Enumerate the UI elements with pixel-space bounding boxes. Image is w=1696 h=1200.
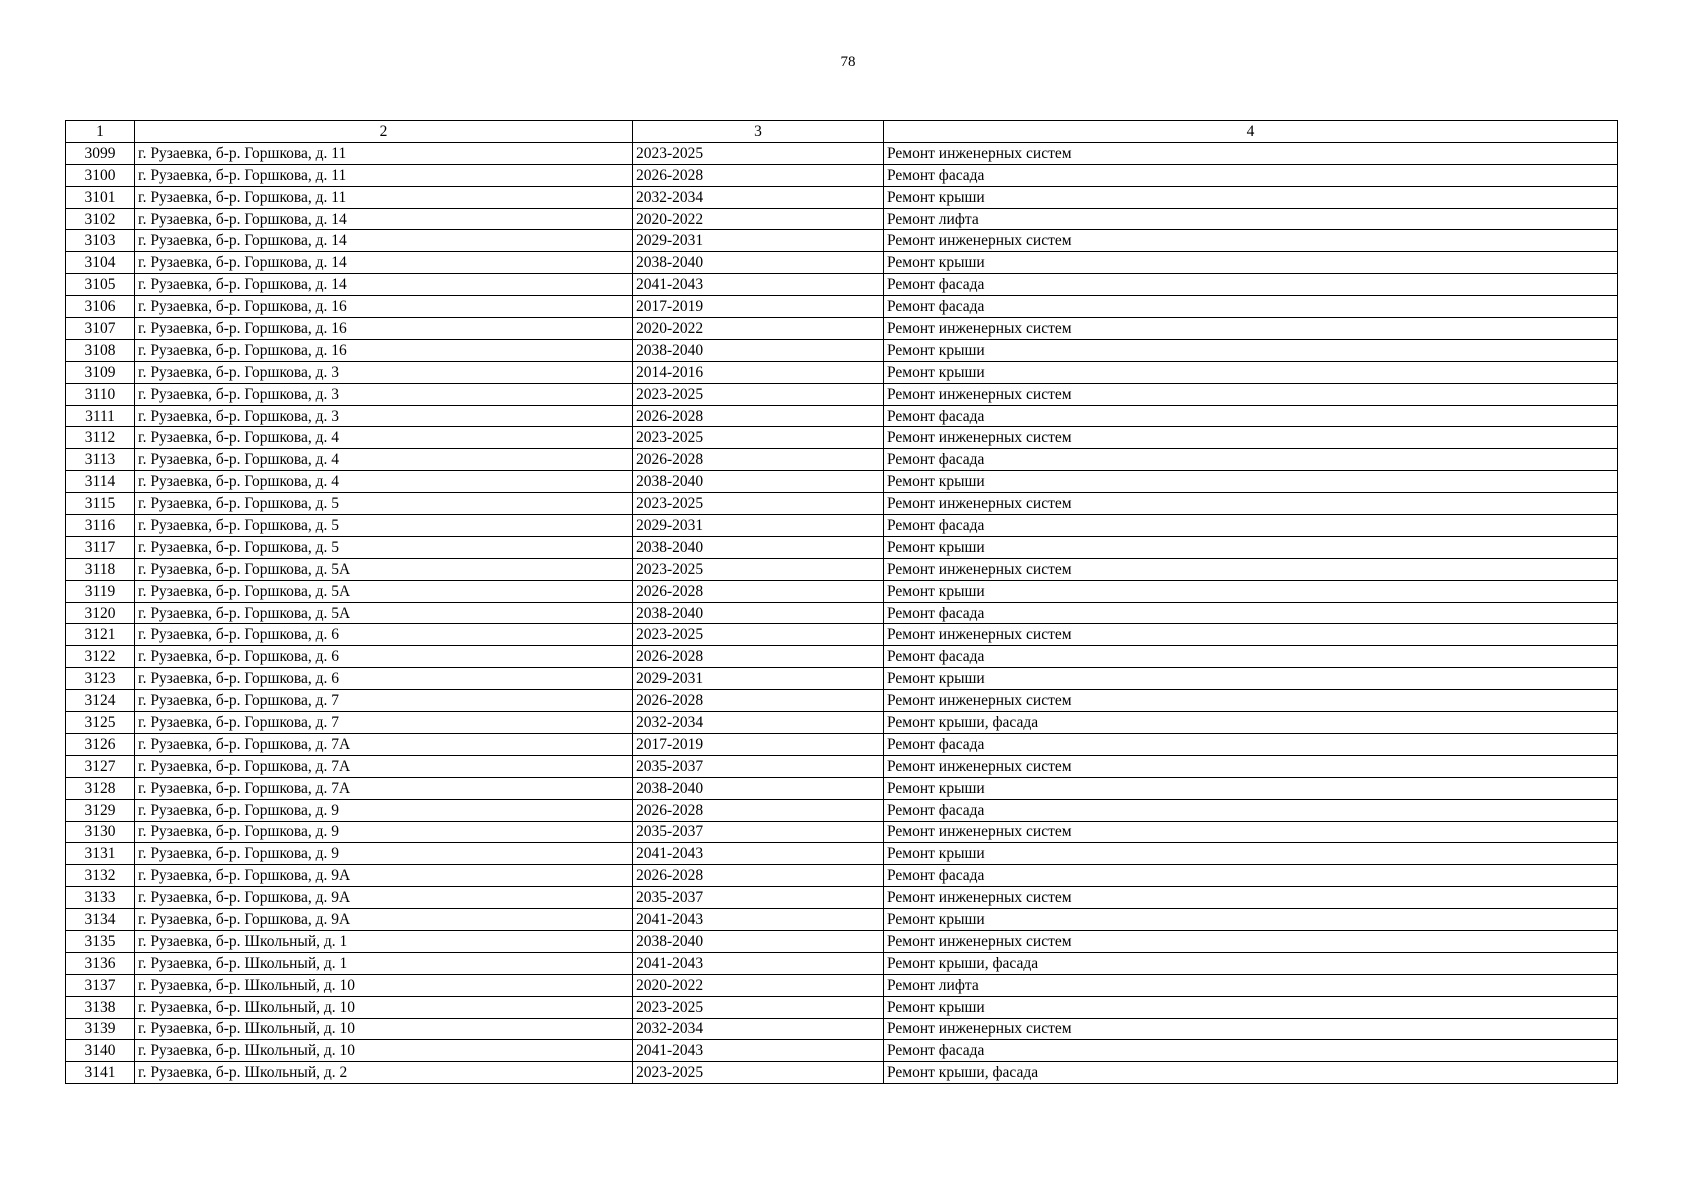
row-number-cell: 3141	[66, 1062, 135, 1084]
row-number-cell: 3103	[66, 230, 135, 252]
address-cell: г. Рузаевка, б-р. Горшкова, д. 5	[135, 515, 633, 537]
row-number-cell: 3135	[66, 930, 135, 952]
period-cell: 2038-2040	[633, 471, 884, 493]
work-type-cell: Ремонт инженерных систем	[884, 821, 1618, 843]
table-row	[66, 712, 1618, 734]
table-row	[66, 515, 1618, 537]
table-row	[66, 777, 1618, 799]
page-number: 78	[840, 54, 856, 70]
table-row	[66, 383, 1618, 405]
period-cell: 2017-2019	[633, 296, 884, 318]
address-cell: г. Рузаевка, б-р. Школьный, д. 10	[135, 1018, 633, 1040]
period-cell: 2035-2037	[633, 755, 884, 777]
work-type-cell: Ремонт инженерных систем	[884, 930, 1618, 952]
period-cell: 2041-2043	[633, 274, 884, 296]
work-type-cell: Ремонт фасада	[884, 733, 1618, 755]
row-number-cell: 3105	[66, 274, 135, 296]
address-cell: г. Рузаевка, б-р. Горшкова, д. 14	[135, 230, 633, 252]
row-number-cell: 3104	[66, 252, 135, 274]
row-number-cell: 3117	[66, 536, 135, 558]
work-type-cell: Ремонт крыши	[884, 996, 1618, 1018]
work-type-cell: Ремонт лифта	[884, 208, 1618, 230]
address-cell: г. Рузаевка, б-р. Горшкова, д. 4	[135, 427, 633, 449]
row-number-cell: 3139	[66, 1018, 135, 1040]
work-type-cell: Ремонт фасада	[884, 515, 1618, 537]
address-cell: г. Рузаевка, б-р. Горшкова, д. 5А	[135, 602, 633, 624]
work-type-cell: Ремонт инженерных систем	[884, 383, 1618, 405]
row-number-cell: 3118	[66, 558, 135, 580]
row-number-cell: 3122	[66, 646, 135, 668]
address-cell: г. Рузаевка, б-р. Горшкова, д. 7А	[135, 755, 633, 777]
period-cell: 2032-2034	[633, 186, 884, 208]
row-number-cell: 3113	[66, 449, 135, 471]
period-cell: 2017-2019	[633, 733, 884, 755]
period-cell: 2038-2040	[633, 777, 884, 799]
address-cell: г. Рузаевка, б-р. Горшкова, д. 16	[135, 296, 633, 318]
work-type-cell: Ремонт инженерных систем	[884, 230, 1618, 252]
table-row	[66, 690, 1618, 712]
work-type-cell: Ремонт инженерных систем	[884, 887, 1618, 909]
address-cell: г. Рузаевка, б-р. Горшкова, д. 9А	[135, 865, 633, 887]
address-cell: г. Рузаевка, б-р. Горшкова, д. 11	[135, 164, 633, 186]
table-row	[66, 843, 1618, 865]
table-row	[66, 930, 1618, 952]
address-cell: г. Рузаевка, б-р. Горшкова, д. 5А	[135, 558, 633, 580]
row-number-cell: 3130	[66, 821, 135, 843]
row-number-cell: 3106	[66, 296, 135, 318]
work-type-cell: Ремонт крыши	[884, 668, 1618, 690]
row-number-cell: 3137	[66, 974, 135, 996]
work-type-cell: Ремонт крыши	[884, 471, 1618, 493]
row-number-cell: 3127	[66, 755, 135, 777]
row-number-cell: 3138	[66, 996, 135, 1018]
row-number-cell: 3116	[66, 515, 135, 537]
row-number-cell: 3112	[66, 427, 135, 449]
address-cell: г. Рузаевка, б-р. Горшкова, д. 16	[135, 339, 633, 361]
table-row	[66, 974, 1618, 996]
row-number-cell: 3107	[66, 318, 135, 340]
address-cell: г. Рузаевка, б-р. Горшкова, д. 16	[135, 318, 633, 340]
table-row	[66, 274, 1618, 296]
table-row	[66, 909, 1618, 931]
address-cell: г. Рузаевка, б-р. Горшкова, д. 6	[135, 624, 633, 646]
address-cell: г. Рузаевка, б-р. Горшкова, д. 5	[135, 493, 633, 515]
work-type-cell: Ремонт крыши	[884, 843, 1618, 865]
address-cell: г. Рузаевка, б-р. Горшкова, д. 6	[135, 668, 633, 690]
repair-schedule-table	[65, 120, 1618, 1084]
period-cell: 2026-2028	[633, 690, 884, 712]
row-number-cell: 3108	[66, 339, 135, 361]
row-number-cell: 3119	[66, 580, 135, 602]
table-row	[66, 427, 1618, 449]
work-type-cell: Ремонт крыши	[884, 252, 1618, 274]
address-cell: г. Рузаевка, б-р. Школьный, д. 1	[135, 952, 633, 974]
row-number-cell: 3102	[66, 208, 135, 230]
period-cell: 2026-2028	[633, 449, 884, 471]
period-cell: 2029-2031	[633, 230, 884, 252]
table-row	[66, 646, 1618, 668]
address-cell: г. Рузаевка, б-р. Горшкова, д. 7А	[135, 777, 633, 799]
work-type-cell: Ремонт крыши	[884, 361, 1618, 383]
row-number-cell: 3133	[66, 887, 135, 909]
period-cell: 2023-2025	[633, 996, 884, 1018]
period-cell: 2026-2028	[633, 405, 884, 427]
work-type-cell: Ремонт инженерных систем	[884, 142, 1618, 164]
table-row	[66, 361, 1618, 383]
table-row	[66, 1062, 1618, 1084]
address-cell: г. Рузаевка, б-р. Горшкова, д. 4	[135, 449, 633, 471]
table-row	[66, 296, 1618, 318]
period-cell: 2023-2025	[633, 383, 884, 405]
work-type-cell: Ремонт фасада	[884, 405, 1618, 427]
address-cell: г. Рузаевка, б-р. Горшкова, д. 11	[135, 186, 633, 208]
period-cell: 2026-2028	[633, 164, 884, 186]
work-type-cell: Ремонт лифта	[884, 974, 1618, 996]
table-row	[66, 821, 1618, 843]
period-cell: 2026-2028	[633, 799, 884, 821]
table-row	[66, 1040, 1618, 1062]
address-cell: г. Рузаевка, б-р. Горшкова, д. 3	[135, 361, 633, 383]
period-cell: 2038-2040	[633, 252, 884, 274]
row-number-cell: 3120	[66, 602, 135, 624]
period-cell: 2032-2034	[633, 1018, 884, 1040]
period-cell: 2038-2040	[633, 930, 884, 952]
period-cell: 2020-2022	[633, 208, 884, 230]
table-row	[66, 1018, 1618, 1040]
row-number-cell: 3124	[66, 690, 135, 712]
table-row	[66, 493, 1618, 515]
address-cell: г. Рузаевка, б-р. Школьный, д. 10	[135, 974, 633, 996]
period-cell: 2023-2025	[633, 1062, 884, 1084]
row-number-cell: 3101	[66, 186, 135, 208]
work-type-cell: Ремонт крыши	[884, 536, 1618, 558]
period-cell: 2023-2025	[633, 493, 884, 515]
work-type-cell: Ремонт крыши, фасада	[884, 1062, 1618, 1084]
address-cell: г. Рузаевка, б-р. Школьный, д. 1	[135, 930, 633, 952]
row-number-cell: 3123	[66, 668, 135, 690]
address-cell: г. Рузаевка, б-р. Горшкова, д. 9А	[135, 909, 633, 931]
period-cell: 2041-2043	[633, 843, 884, 865]
work-type-cell: Ремонт фасада	[884, 1040, 1618, 1062]
period-cell: 2014-2016	[633, 361, 884, 383]
address-cell: г. Рузаевка, б-р. Горшкова, д. 4	[135, 471, 633, 493]
work-type-cell: Ремонт крыши	[884, 339, 1618, 361]
row-number-cell: 3115	[66, 493, 135, 515]
work-type-cell: Ремонт фасада	[884, 646, 1618, 668]
table-row	[66, 208, 1618, 230]
period-cell: 2023-2025	[633, 558, 884, 580]
period-cell: 2038-2040	[633, 602, 884, 624]
address-cell: г. Рузаевка, б-р. Горшкова, д. 9	[135, 843, 633, 865]
column-header-1: 1	[66, 121, 135, 143]
work-type-cell: Ремонт крыши	[884, 186, 1618, 208]
address-cell: г. Рузаевка, б-р. Горшкова, д. 14	[135, 274, 633, 296]
work-type-cell: Ремонт инженерных систем	[884, 558, 1618, 580]
table-row	[66, 142, 1618, 164]
table-row	[66, 230, 1618, 252]
period-cell: 2023-2025	[633, 142, 884, 164]
table-row	[66, 471, 1618, 493]
period-cell: 2035-2037	[633, 887, 884, 909]
work-type-cell: Ремонт инженерных систем	[884, 755, 1618, 777]
period-cell: 2020-2022	[633, 974, 884, 996]
period-cell: 2026-2028	[633, 646, 884, 668]
address-cell: г. Рузаевка, б-р. Горшкова, д. 5А	[135, 580, 633, 602]
work-type-cell: Ремонт инженерных систем	[884, 690, 1618, 712]
column-header-4: 4	[884, 121, 1618, 143]
row-number-cell: 3131	[66, 843, 135, 865]
row-number-cell: 3099	[66, 142, 135, 164]
row-number-cell: 3132	[66, 865, 135, 887]
address-cell: г. Рузаевка, б-р. Школьный, д. 10	[135, 996, 633, 1018]
row-number-cell: 3109	[66, 361, 135, 383]
row-number-cell: 3121	[66, 624, 135, 646]
row-number-cell: 3128	[66, 777, 135, 799]
row-number-cell: 3125	[66, 712, 135, 734]
work-type-cell: Ремонт фасада	[884, 274, 1618, 296]
period-cell: 2041-2043	[633, 952, 884, 974]
work-type-cell: Ремонт инженерных систем	[884, 1018, 1618, 1040]
address-cell: г. Рузаевка, б-р. Горшкова, д. 5	[135, 536, 633, 558]
table-row	[66, 252, 1618, 274]
period-cell: 2041-2043	[633, 909, 884, 931]
work-type-cell: Ремонт крыши	[884, 777, 1618, 799]
period-cell: 2032-2034	[633, 712, 884, 734]
period-cell: 2023-2025	[633, 624, 884, 646]
row-number-cell: 3100	[66, 164, 135, 186]
table-row	[66, 405, 1618, 427]
address-cell: г. Рузаевка, б-р. Горшкова, д. 9	[135, 799, 633, 821]
table-row	[66, 733, 1618, 755]
table-row	[66, 996, 1618, 1018]
period-cell: 2041-2043	[633, 1040, 884, 1062]
address-cell: г. Рузаевка, б-р. Горшкова, д. 14	[135, 208, 633, 230]
table-row	[66, 318, 1618, 340]
address-cell: г. Рузаевка, б-р. Школьный, д. 2	[135, 1062, 633, 1084]
table-row	[66, 536, 1618, 558]
work-type-cell: Ремонт фасада	[884, 449, 1618, 471]
table-row	[66, 865, 1618, 887]
address-cell: г. Рузаевка, б-р. Горшкова, д. 6	[135, 646, 633, 668]
table-row	[66, 755, 1618, 777]
address-cell: г. Рузаевка, б-р. Горшкова, д. 7	[135, 712, 633, 734]
table-row	[66, 186, 1618, 208]
column-header-2: 2	[135, 121, 633, 143]
work-type-cell: Ремонт инженерных систем	[884, 318, 1618, 340]
row-number-cell: 3111	[66, 405, 135, 427]
address-cell: г. Рузаевка, б-р. Горшкова, д. 3	[135, 405, 633, 427]
address-cell: г. Рузаевка, б-р. Горшкова, д. 9	[135, 821, 633, 843]
table-row	[66, 952, 1618, 974]
period-cell: 2029-2031	[633, 515, 884, 537]
period-cell: 2038-2040	[633, 339, 884, 361]
work-type-cell: Ремонт инженерных систем	[884, 624, 1618, 646]
table-row	[66, 580, 1618, 602]
work-type-cell: Ремонт фасада	[884, 865, 1618, 887]
table-row	[66, 668, 1618, 690]
address-cell: г. Рузаевка, б-р. Горшкова, д. 7	[135, 690, 633, 712]
row-number-cell: 3126	[66, 733, 135, 755]
work-type-cell: Ремонт фасада	[884, 602, 1618, 624]
address-cell: г. Рузаевка, б-р. Горшкова, д. 14	[135, 252, 633, 274]
table-row	[66, 887, 1618, 909]
table-row	[66, 624, 1618, 646]
address-cell: г. Рузаевка, б-р. Горшкова, д. 3	[135, 383, 633, 405]
table-row	[66, 164, 1618, 186]
period-cell: 2038-2040	[633, 536, 884, 558]
period-cell: 2026-2028	[633, 580, 884, 602]
row-number-cell: 3140	[66, 1040, 135, 1062]
work-type-cell: Ремонт фасада	[884, 799, 1618, 821]
work-type-cell: Ремонт крыши	[884, 580, 1618, 602]
period-cell: 2026-2028	[633, 865, 884, 887]
table-header	[66, 121, 1618, 143]
work-type-cell: Ремонт фасада	[884, 296, 1618, 318]
table-row	[66, 799, 1618, 821]
work-type-cell: Ремонт фасада	[884, 164, 1618, 186]
header-row	[66, 121, 1618, 143]
period-cell: 2020-2022	[633, 318, 884, 340]
row-number-cell: 3129	[66, 799, 135, 821]
row-number-cell: 3134	[66, 909, 135, 931]
row-number-cell: 3136	[66, 952, 135, 974]
period-cell: 2029-2031	[633, 668, 884, 690]
table-row	[66, 449, 1618, 471]
row-number-cell: 3110	[66, 383, 135, 405]
period-cell: 2035-2037	[633, 821, 884, 843]
table-row	[66, 339, 1618, 361]
address-cell: г. Рузаевка, б-р. Горшкова, д. 7А	[135, 733, 633, 755]
work-type-cell: Ремонт крыши, фасада	[884, 712, 1618, 734]
work-type-cell: Ремонт крыши	[884, 909, 1618, 931]
table-body	[66, 142, 1618, 1083]
work-type-cell: Ремонт крыши, фасада	[884, 952, 1618, 974]
column-header-3: 3	[633, 121, 884, 143]
period-cell: 2023-2025	[633, 427, 884, 449]
address-cell: г. Рузаевка, б-р. Школьный, д. 10	[135, 1040, 633, 1062]
address-cell: г. Рузаевка, б-р. Горшкова, д. 9А	[135, 887, 633, 909]
work-type-cell: Ремонт инженерных систем	[884, 427, 1618, 449]
row-number-cell: 3114	[66, 471, 135, 493]
table-row	[66, 558, 1618, 580]
work-type-cell: Ремонт инженерных систем	[884, 493, 1618, 515]
address-cell: г. Рузаевка, б-р. Горшкова, д. 11	[135, 142, 633, 164]
table-row	[66, 602, 1618, 624]
